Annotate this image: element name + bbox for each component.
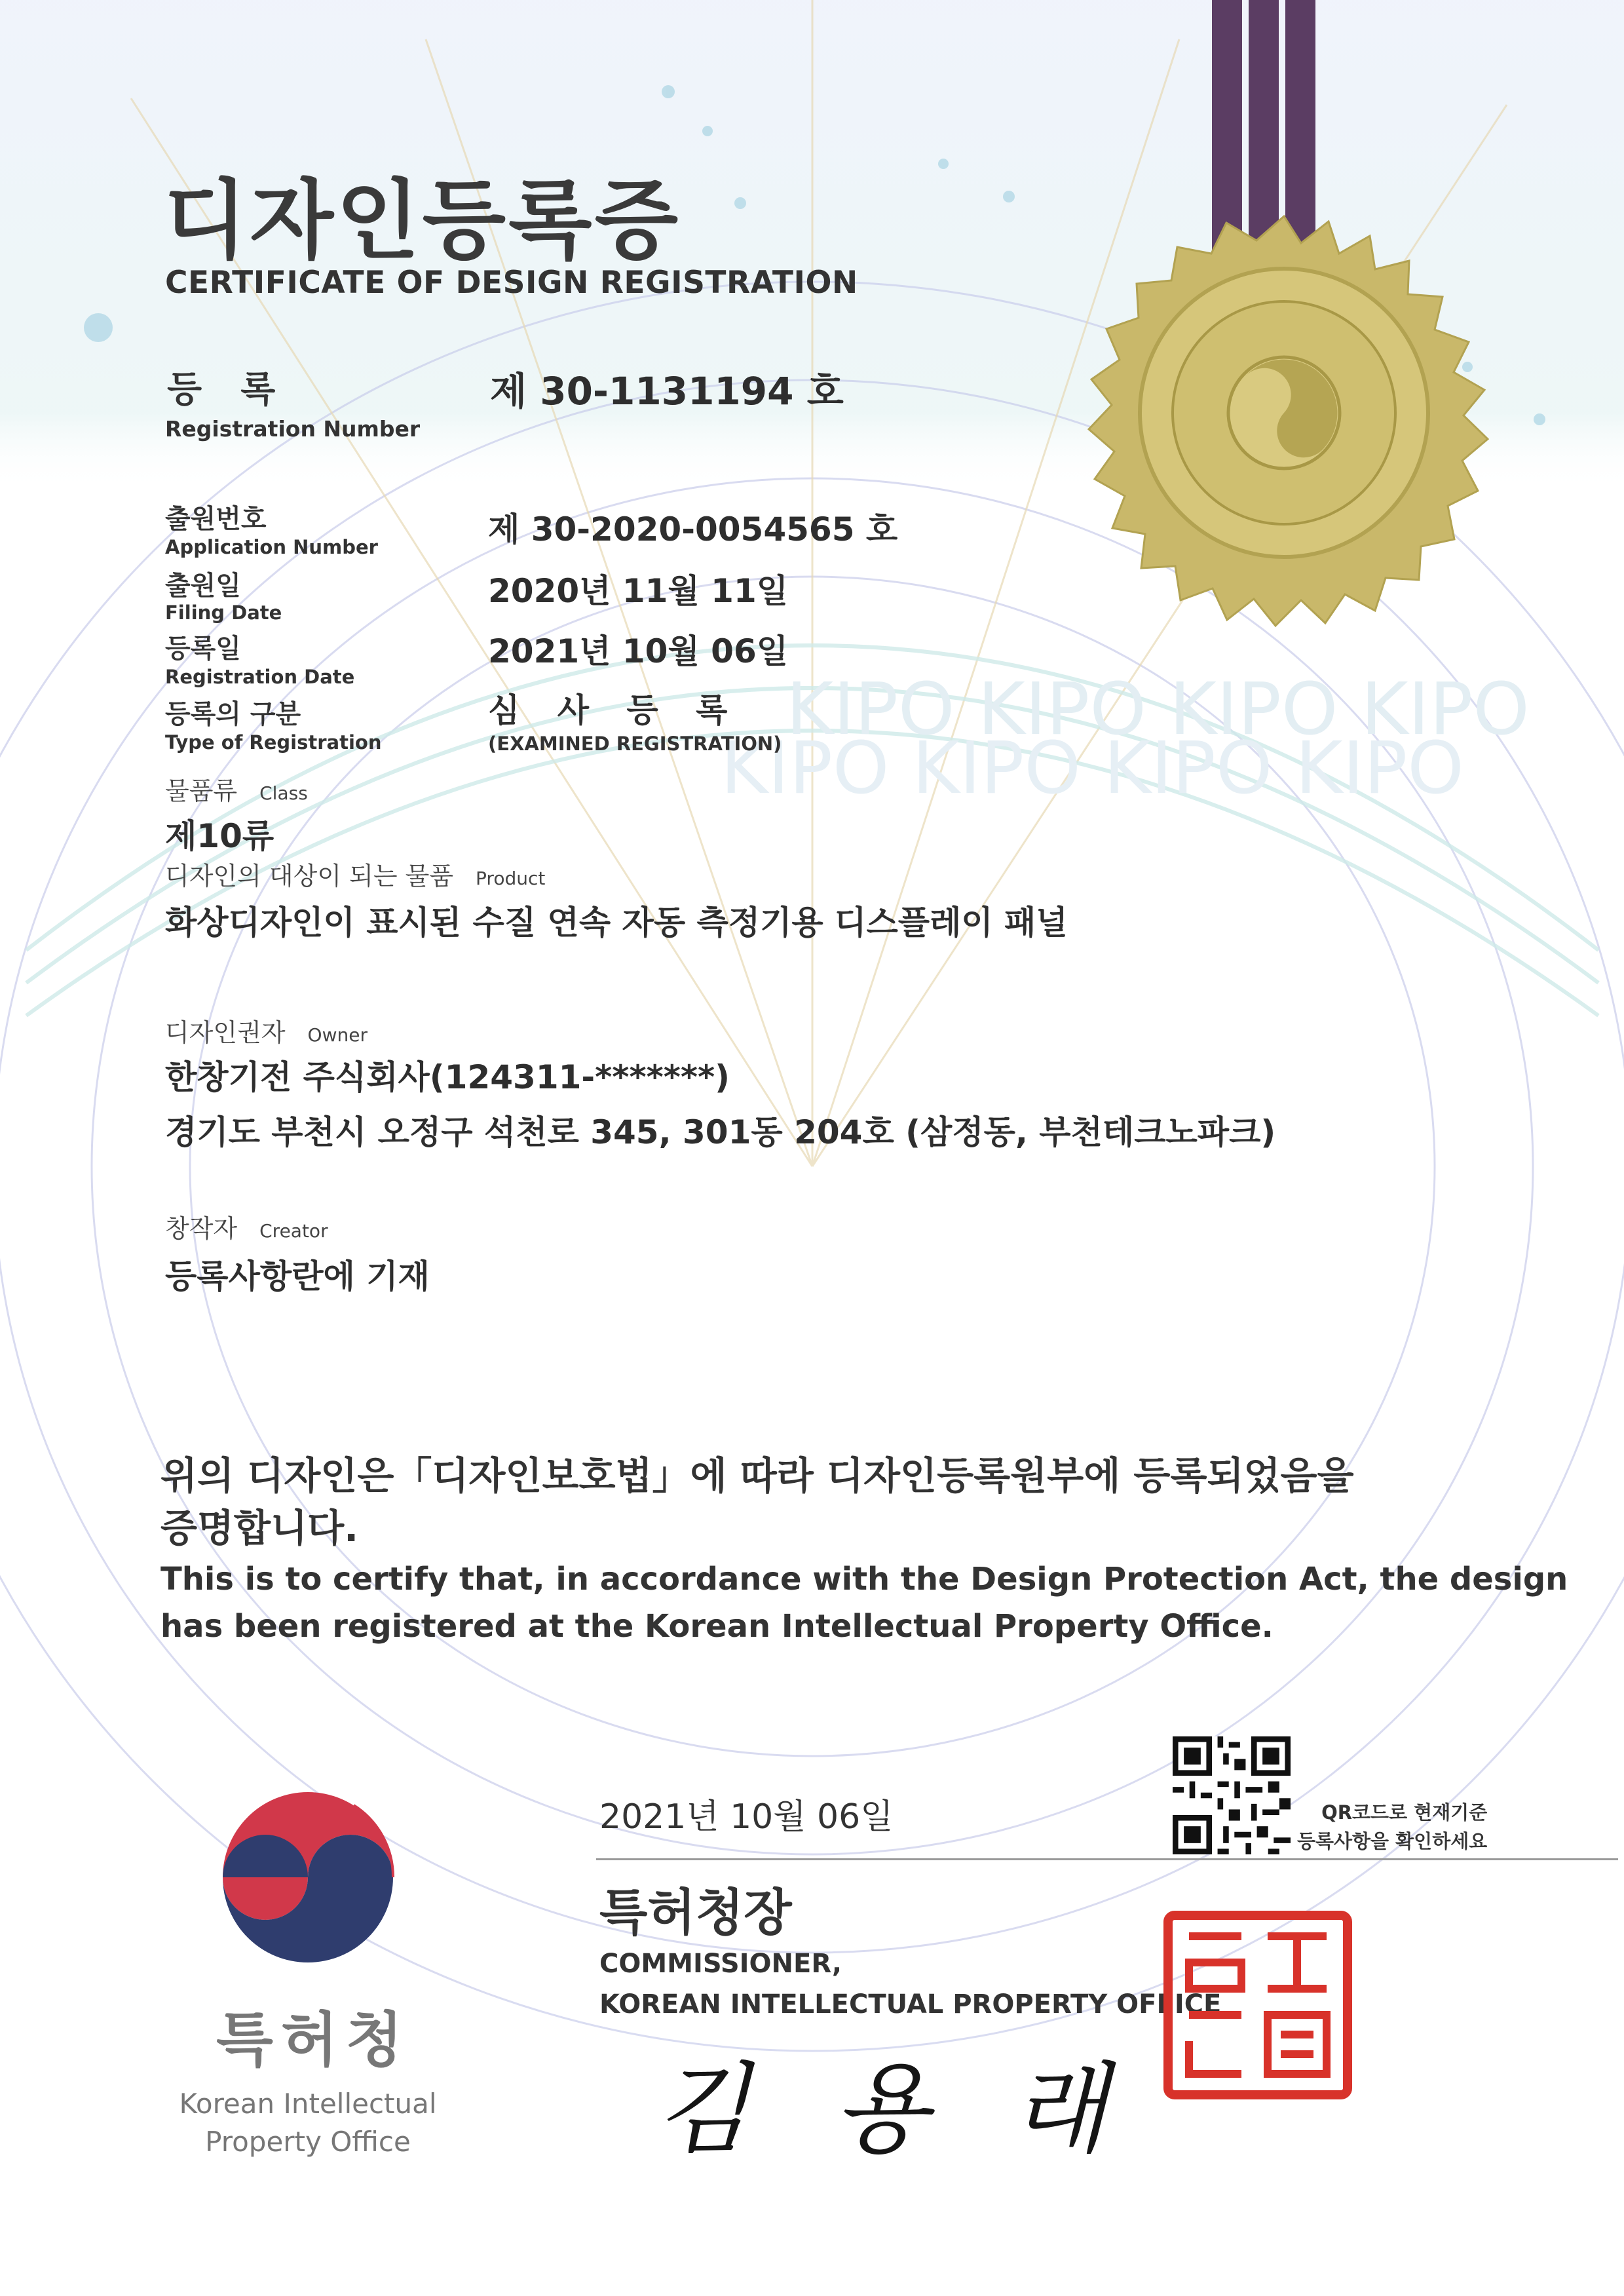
watermark-text: KIPO KIPO KIPO KIPO [786, 667, 1530, 751]
logo-name-english-line1: Korean Intellectual [179, 2088, 437, 2120]
class-label-english: Class [259, 782, 308, 804]
owner-label-english: Owner [307, 1024, 368, 1046]
statement-korean-line1: 위의 디자인은「디자인보호법」에 따라 디자인등록원부에 등록되었음을 [161, 1453, 1354, 1498]
registration-label-english: Registration Number [165, 416, 421, 442]
qr-note-line1: QR코드로 현재기준 [1321, 1801, 1488, 1824]
statement-english-line1: This is to certify that, in accordance with the Design Protection Act, the design [161, 1561, 1568, 1598]
product-label-korean: 디자인의 대상이 되는 물품 [165, 862, 454, 890]
divider-line [596, 1858, 1618, 1860]
qr-note [1297, 1798, 1487, 1856]
registration-date-label-english: Registration Date [165, 666, 355, 688]
statement-korean-line2: 증명합니다. [161, 1506, 359, 1550]
registration-type-label-korean: 등록의 구분 [165, 699, 301, 729]
commissioner-title-english-line2: KOREAN INTELLECTUAL PROPERTY OFFICE [599, 1989, 1222, 2019]
class-value: 제10류 [165, 817, 274, 855]
registration-type-value: 심 사 등 록 [488, 691, 728, 729]
title-english: CERTIFICATE OF DESIGN REGISTRATION [165, 265, 858, 301]
filing-date-label-english: Filing Date [165, 602, 282, 624]
svg-text:KIPO KIPO KIPO KIPO: KIPO KIPO KIPO KIPO [721, 726, 1464, 810]
filing-date-value: 2020년 11월 11일 [488, 572, 789, 610]
class-label-korean: 물품류 [165, 776, 238, 805]
creator-label-english: Creator [259, 1220, 328, 1242]
application-number-label-korean: 출원번호 [165, 504, 267, 534]
commissioner-title-korean: 특허청장 [599, 1883, 792, 1942]
logo-name-korean: 특허청 [216, 2006, 411, 2075]
title-korean: 디자인등록증 [164, 170, 681, 271]
registration-date-label-korean: 등록일 [165, 634, 241, 664]
logo-name-english [170, 2085, 445, 2161]
creator-label [165, 1208, 328, 1244]
owner-label-korean: 디자인권자 [165, 1018, 286, 1047]
registration-date-value: 2021년 10월 06일 [488, 632, 789, 670]
registration-number: 제 30-1131194 호 [490, 369, 844, 413]
registration-type-label-english: Type of Registration [165, 731, 382, 754]
qr-note-line2: 등록사항을 확인하세요 [1297, 1830, 1488, 1852]
application-number-label-english: Application Number [165, 536, 378, 558]
product-label [165, 856, 545, 892]
owner-label [165, 1012, 368, 1048]
commissioner-title-english-line1: COMMISSIONER, [599, 1949, 842, 1979]
creator-value: 등록사항란에 기재 [165, 1257, 430, 1295]
qr-code[interactable] [1173, 1736, 1291, 1854]
filing-date-label-korean: 출원일 [165, 571, 241, 601]
registration-type-value-english: (EXAMINED REGISTRATION) [488, 733, 782, 755]
taegeuk-logo-icon [210, 1779, 406, 1976]
issue-date: 2021년 10월 06일 [599, 1797, 894, 1837]
owner-address: 경기도 부천시 오정구 석천로 345, 301동 204호 (삼정동, 부천테크노파크) [165, 1113, 1276, 1151]
product-label-english: Product [476, 868, 546, 889]
registration-label-korean: 등 록 [167, 368, 289, 410]
gold-seal-with-ribbon [1048, 0, 1520, 629]
statement-english-line2: has been registered at the Korean Intellectual Property Office. [161, 1608, 1274, 1645]
commissioner-signature: 김 용 래 [655, 2053, 1134, 2167]
creator-label-korean: 창작자 [165, 1214, 238, 1243]
owner-name: 한창기전 주식회사(124311-*******) [165, 1058, 730, 1096]
logo-name-english-line2: Property Office [205, 2126, 411, 2158]
class-label [165, 771, 308, 807]
application-number-value: 제 30-2020-0054565 호 [488, 510, 898, 548]
product-value: 화상디자인이 표시된 수질 연속 자동 측정기용 디스플레이 패널 [165, 904, 1068, 942]
official-red-stamp [1163, 1910, 1353, 2100]
